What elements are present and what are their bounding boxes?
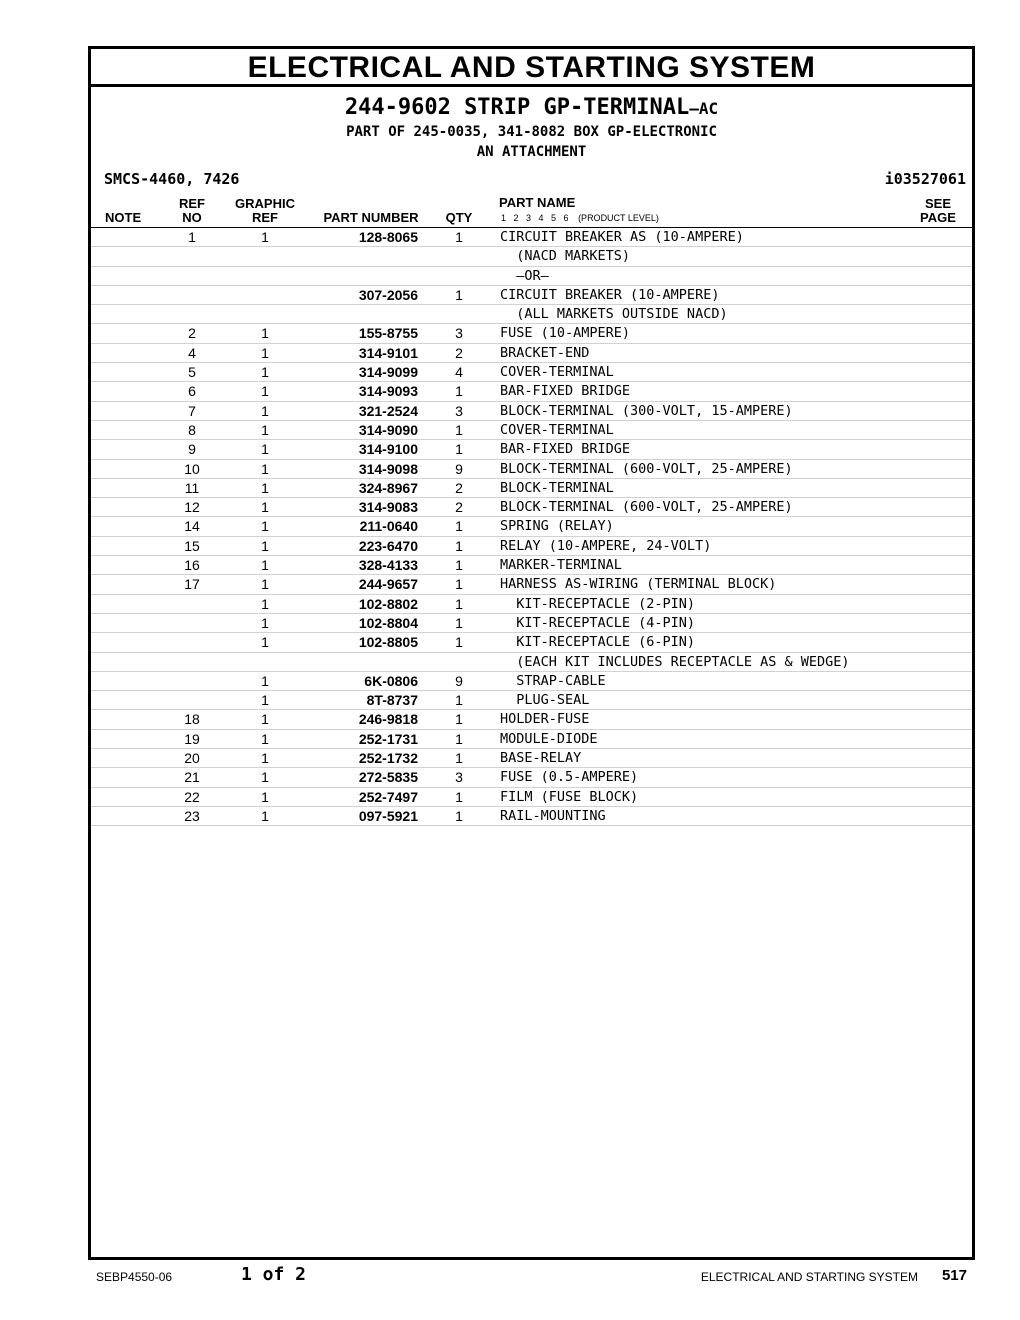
column-header-part-number: PART NUMBER xyxy=(323,210,419,225)
graphic-ref-cell: 1 xyxy=(261,730,269,747)
graphic-ref-cell: 1 xyxy=(261,460,269,477)
table-row xyxy=(91,324,972,343)
part-name-cell: KIT-RECEPTACLE (6-PIN) xyxy=(500,634,696,651)
graphic-ref-cell: 1 xyxy=(261,364,269,381)
part-number-cell: 244-9657 xyxy=(358,576,418,593)
part-number-cell: 252-1731 xyxy=(358,730,418,747)
table-row xyxy=(91,730,972,749)
graphic-ref-cell: 1 xyxy=(261,537,269,554)
column-header-graphic-ref xyxy=(232,197,298,225)
graphic-ref-cell: 1 xyxy=(261,711,269,728)
part-name-cell: BLOCK-TERMINAL xyxy=(500,479,614,496)
table-row xyxy=(91,498,972,517)
part-name-cell: BRACKET-END xyxy=(500,344,590,361)
qty-cell: 1 xyxy=(455,595,463,612)
part-number-cell: 307-2056 xyxy=(358,286,418,303)
qty-cell: 1 xyxy=(455,421,463,438)
page-title: ELECTRICAL AND STARTING SYSTEM xyxy=(247,51,816,84)
product-level-note: (PRODUCT LEVEL) xyxy=(578,213,659,223)
part-number-cell: 314-9090 xyxy=(358,421,418,438)
graphic-ref-cell: 1 xyxy=(261,750,269,767)
table-row xyxy=(91,247,972,266)
part-name-cell: MODULE-DIODE xyxy=(500,730,598,747)
table-row xyxy=(91,382,972,401)
group-title-text: 244-9602 STRIP GP-TERMINAL xyxy=(344,95,690,120)
ref-no-cell: 11 xyxy=(184,479,200,496)
part-number-cell: 128-8065 xyxy=(358,229,418,245)
table-row xyxy=(91,228,972,247)
part-name-cell: —OR— xyxy=(500,267,549,284)
qty-cell: 1 xyxy=(455,692,463,709)
group-title xyxy=(91,95,972,122)
table-row xyxy=(91,768,972,787)
graphic-ref-cell: 1 xyxy=(261,441,269,458)
table-row xyxy=(91,460,972,479)
footer-page-of: 1 of 2 xyxy=(241,1264,307,1285)
table-row xyxy=(91,556,972,575)
graphic-ref-cell: 1 xyxy=(261,499,269,516)
column-header-ref-no xyxy=(173,197,211,225)
part-name-cell: BLOCK-TERMINAL (300-VOLT, 15-AMPERE) xyxy=(500,402,793,419)
table-row xyxy=(91,575,972,594)
part-number-cell: 6K-0806 xyxy=(364,672,418,689)
part-number-cell: 328-4133 xyxy=(358,557,418,574)
qty-cell: 1 xyxy=(455,286,463,303)
ref-no-cell: 6 xyxy=(188,383,196,400)
table-row xyxy=(91,614,972,633)
qty-cell: 1 xyxy=(455,711,463,728)
part-number-cell: 324-8967 xyxy=(358,479,418,496)
qty-cell: 9 xyxy=(455,460,463,477)
column-header-graphic-top: GRAPHIC xyxy=(235,196,295,211)
qty-cell: 1 xyxy=(455,788,463,805)
qty-cell: 2 xyxy=(455,479,463,496)
graphic-ref-cell: 1 xyxy=(261,402,269,419)
document-id: i03527061 xyxy=(884,170,966,188)
graphic-ref-cell: 1 xyxy=(261,344,269,361)
title-divider xyxy=(91,84,972,87)
qty-cell: 1 xyxy=(455,383,463,400)
ref-no-cell: 2 xyxy=(188,325,196,342)
part-number-cell: 314-9099 xyxy=(358,364,418,381)
part-of-line: PART OF 245-0035, 341-8082 BOX GP-ELECTRONIC xyxy=(346,124,717,140)
qty-cell: 1 xyxy=(455,557,463,574)
ref-no-cell: 4 xyxy=(188,344,196,361)
ref-no-cell: 10 xyxy=(184,460,200,477)
part-number-cell: 246-9818 xyxy=(358,711,418,728)
ref-no-cell: 5 xyxy=(188,364,196,381)
parts-table-body xyxy=(91,228,972,826)
qty-cell: 1 xyxy=(455,537,463,554)
part-number-cell: 321-2524 xyxy=(358,402,418,419)
table-row xyxy=(91,788,972,807)
ref-no-cell: 17 xyxy=(184,576,200,593)
ref-no-cell: 1 xyxy=(188,229,196,245)
graphic-ref-cell: 1 xyxy=(261,595,269,612)
part-name-cell: RELAY (10-AMPERE, 24-VOLT) xyxy=(500,537,712,554)
graphic-ref-cell: 1 xyxy=(261,479,269,496)
product-level-legend xyxy=(501,213,659,223)
part-name-cell: BLOCK-TERMINAL (600-VOLT, 25-AMPERE) xyxy=(500,460,793,477)
part-number-cell: 252-1732 xyxy=(358,750,418,767)
attachment-line: AN ATTACHMENT xyxy=(476,144,587,160)
graphic-ref-cell: 1 xyxy=(261,692,269,709)
footer-document-code: SEBP4550-06 xyxy=(96,1270,173,1284)
part-name-cell: FILM (FUSE BLOCK) xyxy=(500,788,639,805)
part-number-cell: 252-7497 xyxy=(358,788,418,805)
part-name-cell: CIRCUIT BREAKER (10-AMPERE) xyxy=(500,286,720,303)
part-name-cell: BASE-RELAY xyxy=(500,750,582,767)
graphic-ref-cell: 1 xyxy=(261,769,269,786)
qty-cell: 4 xyxy=(455,364,463,381)
column-header-see-bottom: PAGE xyxy=(920,210,956,225)
part-number-cell: 314-9100 xyxy=(358,441,418,458)
part-name-cell: SPRING (RELAY) xyxy=(500,518,614,535)
part-name-cell: CIRCUIT BREAKER AS (10-AMPERE) xyxy=(500,229,744,245)
ref-no-cell: 19 xyxy=(184,730,200,747)
table-row xyxy=(91,402,972,421)
part-number-cell: 314-9093 xyxy=(358,383,418,400)
ref-no-cell: 15 xyxy=(184,537,200,554)
part-number-cell: 314-9098 xyxy=(358,460,418,477)
graphic-ref-cell: 1 xyxy=(261,383,269,400)
table-row xyxy=(91,749,972,768)
ref-no-cell: 18 xyxy=(184,711,200,728)
part-number-cell: 314-9101 xyxy=(358,344,418,361)
table-row xyxy=(91,479,972,498)
part-name-cell: COVER-TERMINAL xyxy=(500,364,614,381)
table-row xyxy=(91,267,972,286)
qty-cell: 1 xyxy=(455,441,463,458)
smcs-code: SMCS-4460, 7426 xyxy=(104,170,240,188)
column-header-see-top: SEE xyxy=(924,196,951,211)
table-row xyxy=(91,344,972,363)
ref-no-cell: 12 xyxy=(184,499,200,516)
column-header-note: NOTE xyxy=(105,210,142,225)
ref-no-cell: 7 xyxy=(188,402,196,419)
column-header-graphic-bottom: REF xyxy=(252,210,278,225)
column-header-part-name: PART NAME xyxy=(499,195,576,210)
table-row xyxy=(91,672,972,691)
part-name-cell: BAR-FIXED BRIDGE xyxy=(500,441,631,458)
graphic-ref-cell: 1 xyxy=(261,807,269,824)
table-row xyxy=(91,440,972,459)
part-number-cell: 8T-8737 xyxy=(366,692,418,709)
ref-no-cell: 22 xyxy=(184,788,200,805)
part-number-cell: 272-5835 xyxy=(358,769,418,786)
part-name-cell: BAR-FIXED BRIDGE xyxy=(500,383,631,400)
graphic-ref-cell: 1 xyxy=(261,672,269,689)
part-name-cell: MARKER-TERMINAL xyxy=(500,557,622,574)
qty-cell: 1 xyxy=(455,750,463,767)
ref-no-cell: 21 xyxy=(184,769,200,786)
ref-no-cell: 16 xyxy=(184,557,200,574)
qty-cell: 1 xyxy=(455,518,463,535)
graphic-ref-cell: 1 xyxy=(261,614,269,631)
table-row xyxy=(91,807,972,826)
table-row xyxy=(91,421,972,440)
part-name-cell: KIT-RECEPTACLE (2-PIN) xyxy=(500,595,696,612)
qty-cell: 1 xyxy=(455,634,463,651)
footer-page-number: 517 xyxy=(941,1267,967,1284)
ref-no-cell: 20 xyxy=(184,750,200,767)
qty-cell: 3 xyxy=(455,325,463,342)
graphic-ref-cell: 1 xyxy=(261,576,269,593)
parts-page-frame xyxy=(88,46,975,1260)
part-name-cell: COVER-TERMINAL xyxy=(500,421,614,438)
part-number-cell: 102-8802 xyxy=(358,595,418,612)
group-title-suffix: —AC xyxy=(689,99,719,118)
column-header-ref-top: REF xyxy=(179,196,205,211)
ref-no-cell: 9 xyxy=(188,441,196,458)
graphic-ref-cell: 1 xyxy=(261,229,269,245)
part-name-cell: STRAP-CABLE xyxy=(500,672,606,689)
part-name-cell: FUSE (10-AMPERE) xyxy=(500,325,631,342)
column-header-ref-bottom: NO xyxy=(182,210,202,225)
ref-no-cell: 14 xyxy=(184,518,200,535)
product-level-numbers: 1 2 3 4 5 6 xyxy=(501,213,569,223)
part-number-cell: 102-8804 xyxy=(358,614,418,631)
table-row xyxy=(91,363,972,382)
table-row xyxy=(91,537,972,556)
column-header-see-page xyxy=(915,197,961,225)
qty-cell: 2 xyxy=(455,344,463,361)
graphic-ref-cell: 1 xyxy=(261,518,269,535)
qty-cell: 1 xyxy=(455,807,463,824)
qty-cell: 1 xyxy=(455,730,463,747)
graphic-ref-cell: 1 xyxy=(261,634,269,651)
part-name-cell: PLUG-SEAL xyxy=(500,692,590,709)
qty-cell: 3 xyxy=(455,402,463,419)
table-row xyxy=(91,691,972,710)
part-number-cell: 155-8755 xyxy=(358,325,418,342)
qty-cell: 1 xyxy=(455,229,463,245)
part-number-cell: 097-5921 xyxy=(358,807,418,824)
qty-cell: 2 xyxy=(455,499,463,516)
part-name-cell: (EACH KIT INCLUDES RECEPTACLE AS & WEDGE) xyxy=(500,653,850,670)
graphic-ref-cell: 1 xyxy=(261,325,269,342)
table-row xyxy=(91,633,972,652)
qty-cell: 3 xyxy=(455,769,463,786)
table-row xyxy=(91,286,972,305)
graphic-ref-cell: 1 xyxy=(261,421,269,438)
part-name-cell: (ALL MARKETS OUTSIDE NACD) xyxy=(500,306,728,323)
qty-cell: 1 xyxy=(455,576,463,593)
ref-no-cell: 8 xyxy=(188,421,196,438)
part-number-cell: 102-8805 xyxy=(358,634,418,651)
part-name-cell: KIT-RECEPTACLE (4-PIN) xyxy=(500,614,696,631)
table-row xyxy=(91,595,972,614)
part-name-cell: BLOCK-TERMINAL (600-VOLT, 25-AMPERE) xyxy=(500,499,793,516)
part-name-cell: (NACD MARKETS) xyxy=(500,248,631,265)
graphic-ref-cell: 1 xyxy=(261,557,269,574)
ref-no-cell: 23 xyxy=(184,807,200,824)
table-row xyxy=(91,517,972,536)
footer-section-title: ELECTRICAL AND STARTING SYSTEM xyxy=(700,1270,918,1284)
part-number-cell: 223-6470 xyxy=(358,537,418,554)
table-row xyxy=(91,710,972,729)
part-number-cell: 314-9083 xyxy=(358,499,418,516)
qty-cell: 1 xyxy=(455,614,463,631)
part-name-cell: HARNESS AS-WIRING (TERMINAL BLOCK) xyxy=(500,576,777,593)
part-name-cell: HOLDER-FUSE xyxy=(500,711,590,728)
graphic-ref-cell: 1 xyxy=(261,788,269,805)
table-row xyxy=(91,305,972,324)
part-name-cell: RAIL-MOUNTING xyxy=(500,807,606,824)
part-name-cell: FUSE (0.5-AMPERE) xyxy=(500,769,639,786)
table-row xyxy=(91,653,972,672)
column-header-qty: QTY xyxy=(445,210,473,225)
qty-cell: 9 xyxy=(455,672,463,689)
part-number-cell: 211-0640 xyxy=(359,518,418,535)
